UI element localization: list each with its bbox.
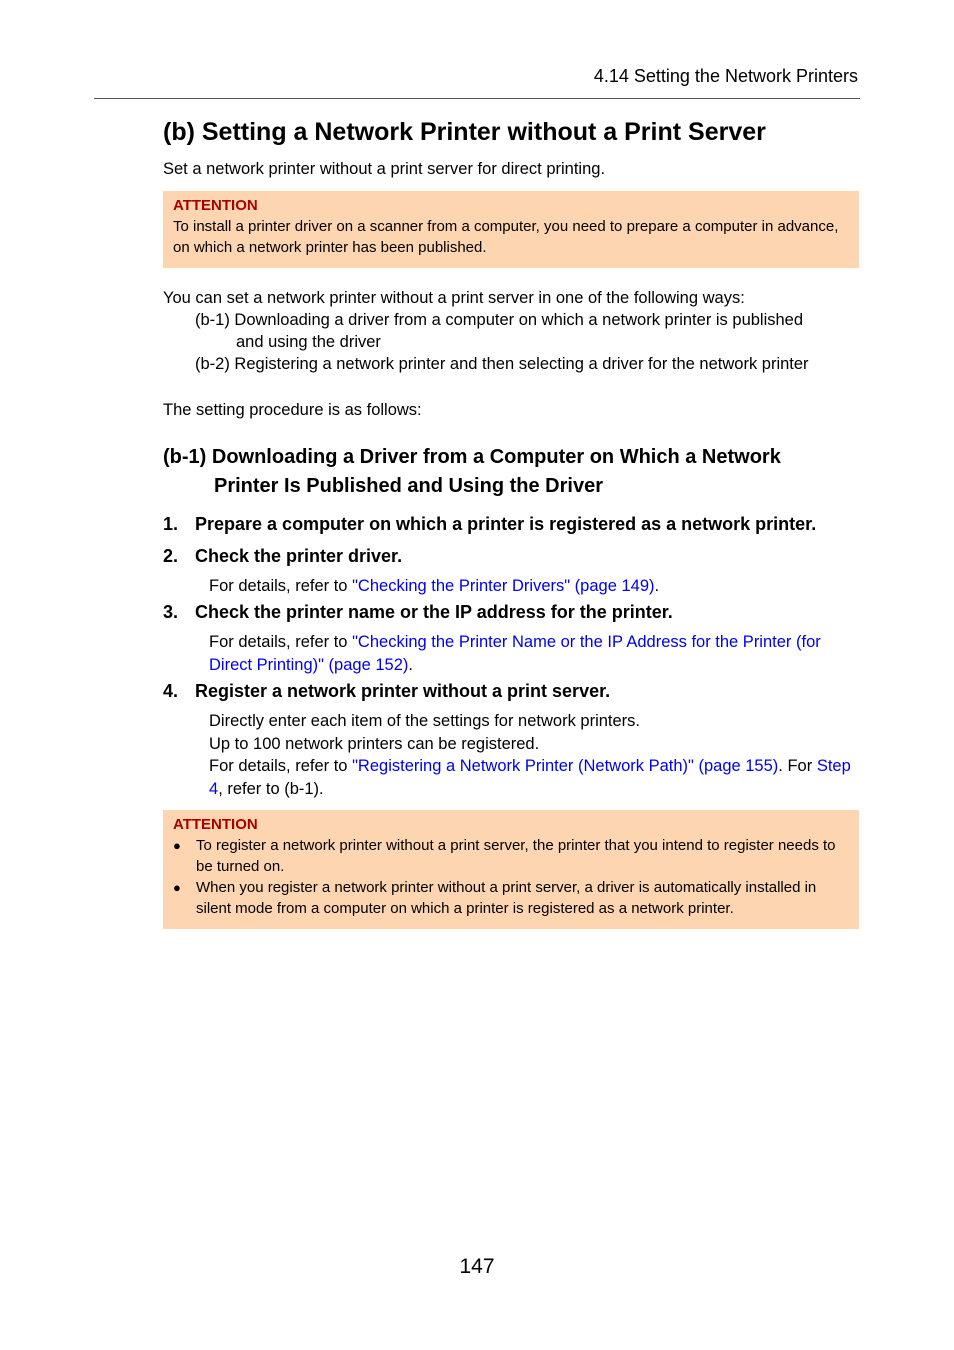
page-number: 147 xyxy=(459,1255,495,1278)
bullet-text: When you register a network printer without a print server, a driver is automatically installed in silent mode from a computer on which a printer is registered as a network printer. xyxy=(196,879,817,917)
step-number: 4. xyxy=(163,681,179,701)
attention-text: To install a printer driver on a scanner from a computer, you need to prepare a computer in advance, on which a network printer has been published. xyxy=(173,218,839,256)
detail-prefix: For details, refer to xyxy=(209,757,353,775)
procedure-lead: The setting procedure is as follows: xyxy=(163,401,422,419)
step-3 xyxy=(163,602,673,623)
step-3-detail xyxy=(209,631,859,676)
step-1 xyxy=(163,514,816,535)
step-4-detail xyxy=(209,710,859,800)
section-title: (b) Setting a Network Printer without a Print Server xyxy=(163,118,766,146)
step-text: Prepare a computer on which a printer is registered as a network printer. xyxy=(195,514,817,534)
detail-line: Up to 100 network printers can be registered. xyxy=(209,734,540,753)
detail-suffix: . xyxy=(408,655,413,674)
link-checking-printer-drivers[interactable]: "Checking the Printer Drivers" (page 149) xyxy=(352,577,655,595)
attention-label: ATTENTION xyxy=(173,816,258,833)
attention-bullet xyxy=(173,835,849,877)
detail-suffix: . xyxy=(654,577,660,595)
attention-box xyxy=(163,810,859,929)
step-text: Check the printer name or the IP address for the printer. xyxy=(195,602,673,622)
bullet-icon: ● xyxy=(173,838,181,853)
detail-mid: . For xyxy=(778,757,817,775)
step-2-detail xyxy=(209,575,859,598)
subheading-line1: (b-1) Downloading a Driver from a Computer on Which a Network xyxy=(163,446,781,468)
step-number: 3. xyxy=(163,602,179,622)
bullet-icon: ● xyxy=(173,880,181,895)
link-checking-printer-name-ip[interactable]: "Checking the Printer Name or the IP Address for the Printer (for Direct Printing)" (page 152) xyxy=(209,633,821,674)
way-b2: (b-2) Registering a network printer and then selecting a driver for the network printer xyxy=(195,355,809,373)
attention-box xyxy=(163,191,859,268)
way-b1-line1: (b-1) Downloading a driver from a computer on which a network printer is published xyxy=(195,311,804,329)
subheading-line2: Printer Is Published and Using the Driver xyxy=(214,475,603,497)
attention-bullet xyxy=(173,877,849,919)
step-text: Check the printer driver. xyxy=(195,546,403,566)
running-header: 4.14 Setting the Network Printers xyxy=(593,66,858,86)
attention-label: ATTENTION xyxy=(173,197,258,214)
step-number: 2. xyxy=(163,546,179,566)
ways-lead: You can set a network printer without a print server in one of the following ways: xyxy=(163,289,745,307)
detail-reference xyxy=(209,755,859,800)
intro-text: Set a network printer without a print server for direct printing. xyxy=(163,160,606,178)
step-number: 1. xyxy=(163,514,179,534)
link-registering-network-printer[interactable]: "Registering a Network Printer (Network Path)" (page 155) xyxy=(352,757,779,775)
detail-prefix: For details, refer to xyxy=(209,633,353,651)
link-step-4[interactable]: Step 4 xyxy=(209,757,851,798)
header-rule xyxy=(94,98,860,99)
detail-suffix: , refer to (b-1). xyxy=(218,779,324,798)
step-text: Register a network printer without a print server. xyxy=(195,681,611,701)
way-b1-line2: and using the driver xyxy=(236,333,381,351)
bullet-text: To register a network printer without a print server, the printer that you intend to register needs to be turned on. xyxy=(196,837,836,875)
ways-list xyxy=(163,287,863,375)
detail-prefix: For details, refer to xyxy=(209,577,353,595)
step-4 xyxy=(163,681,610,702)
detail-line: Directly enter each item of the settings for network printers. xyxy=(209,712,641,730)
step-2 xyxy=(163,546,402,567)
